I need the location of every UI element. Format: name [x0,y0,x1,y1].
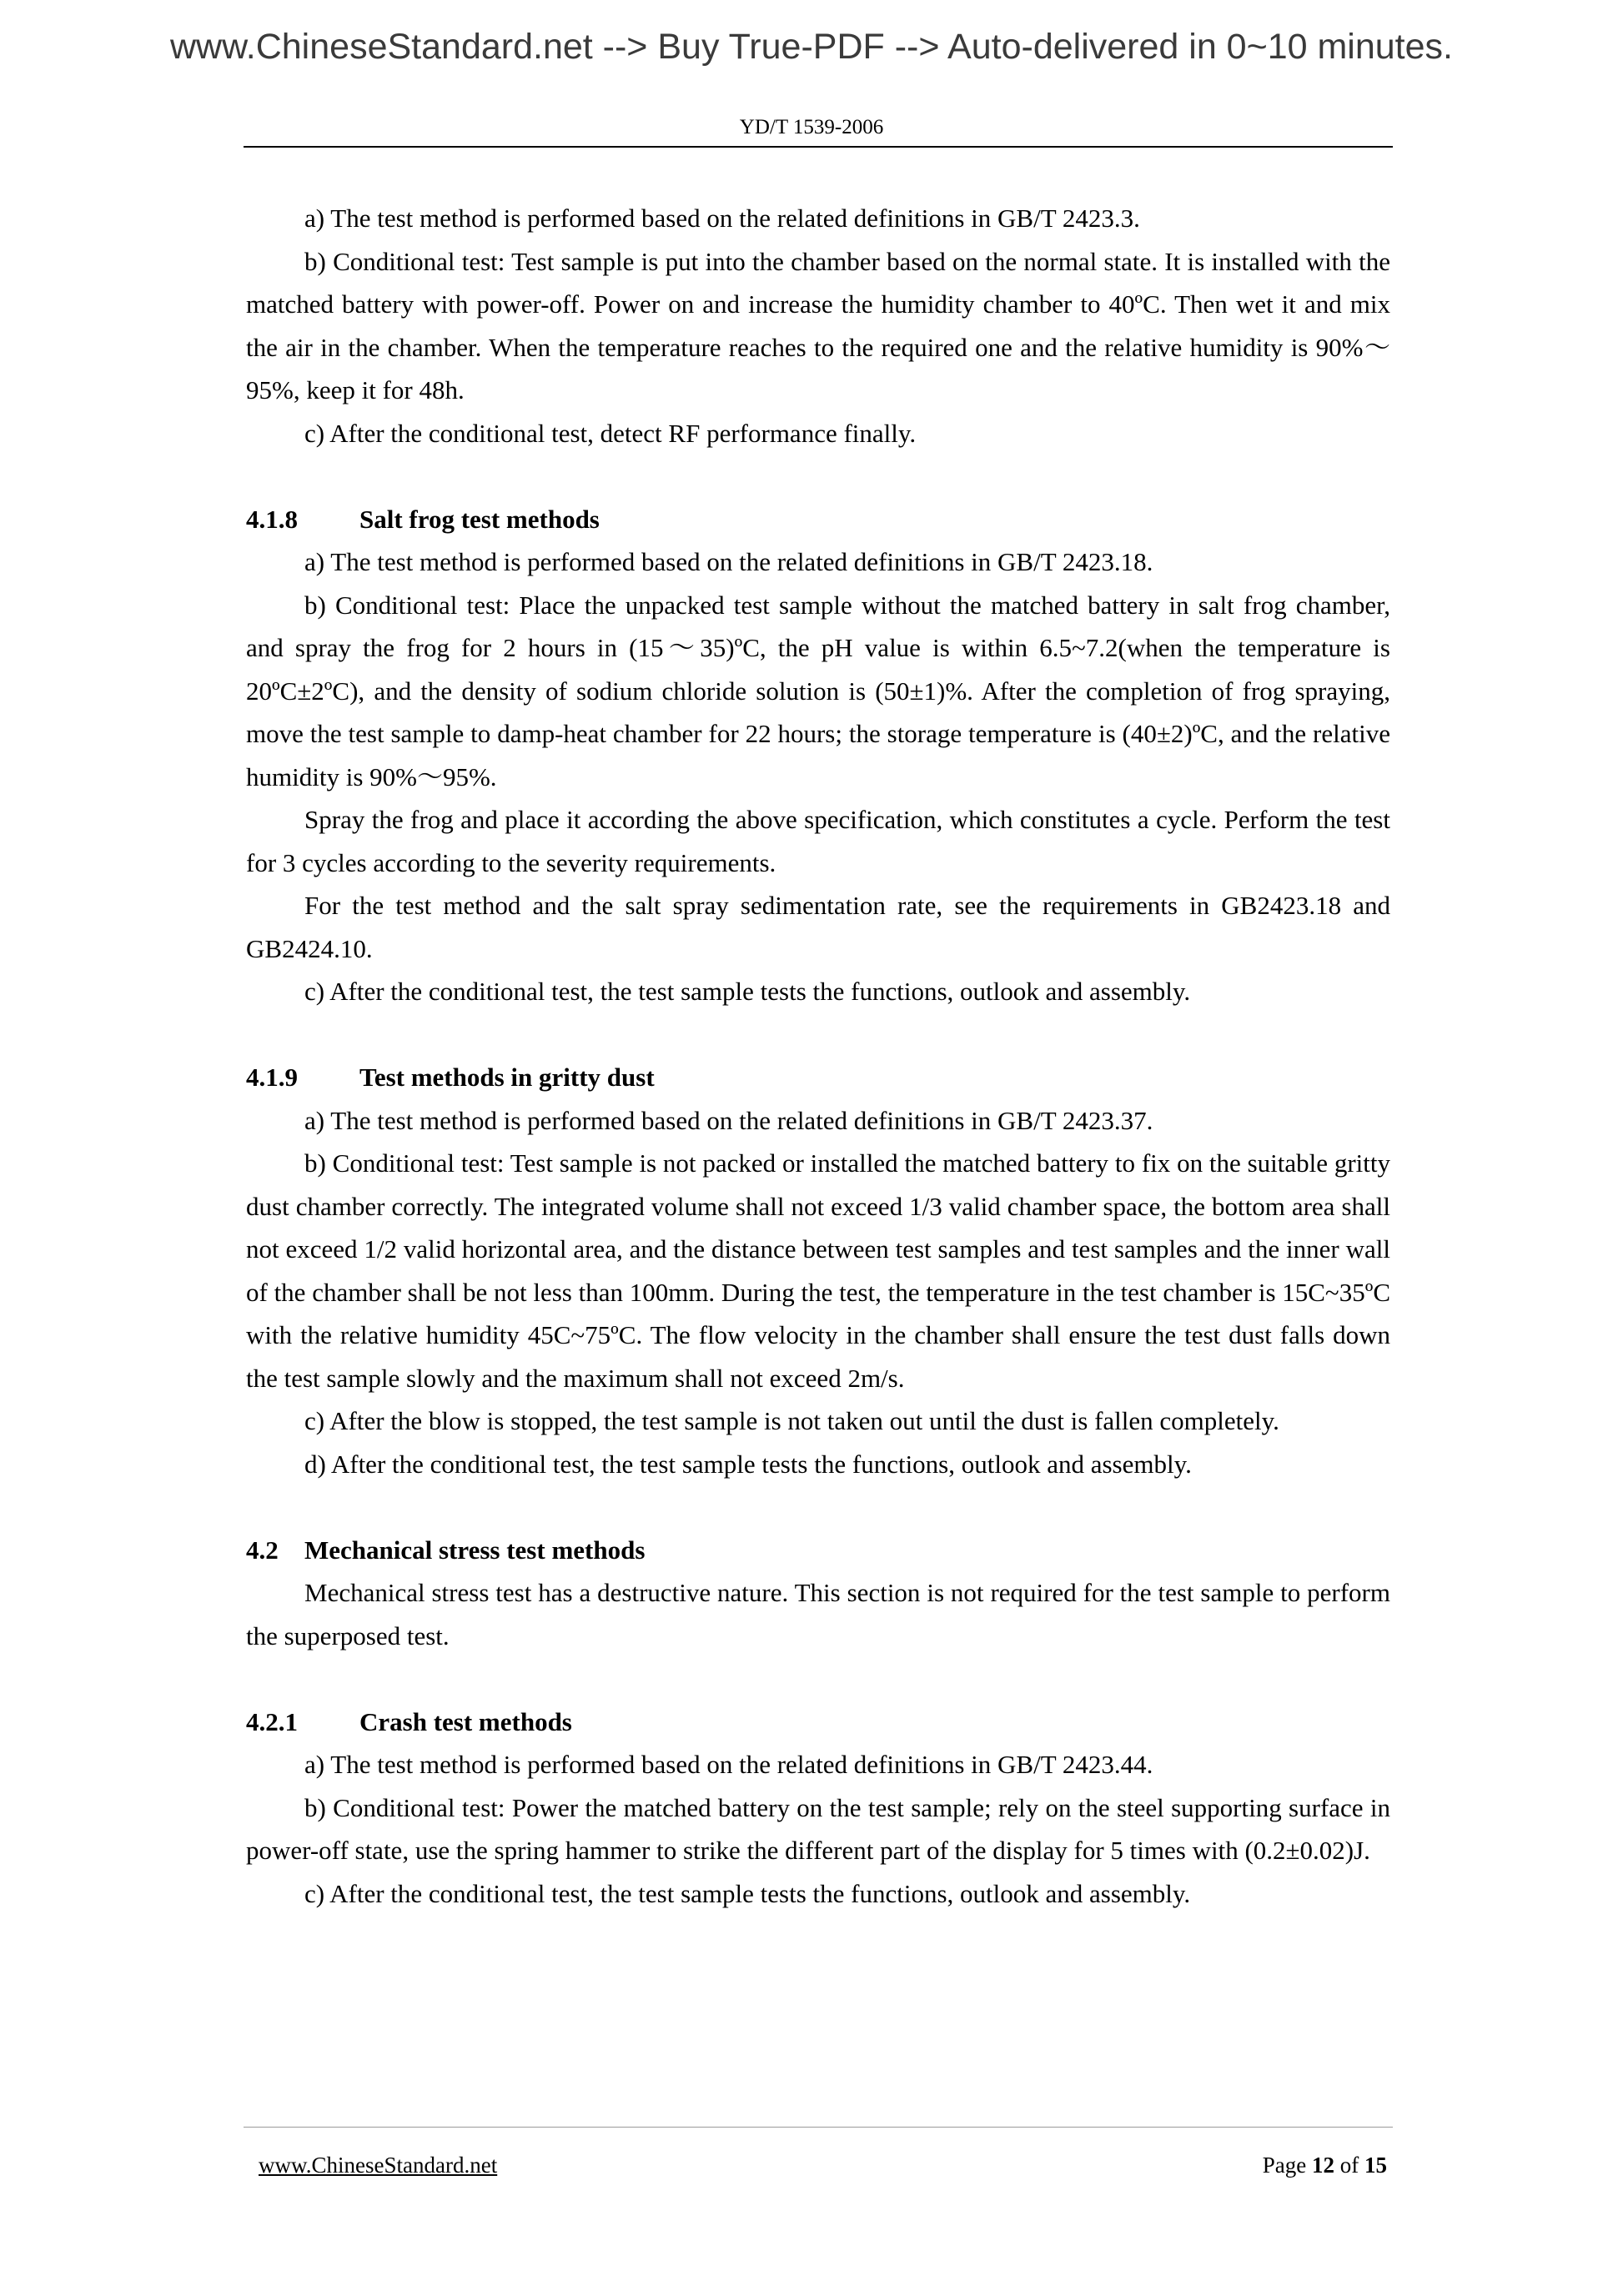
section-heading-4-2-1 [246,1701,1390,1744]
s419-item-d: d) After the conditional test, the test sample tests the functions, outlook and assembly. [304,1449,1192,1479]
section-title: Salt frog test methods [359,504,600,534]
page-word: Page [1262,2153,1307,2178]
s419-item-b: b) Conditional test: Test sample is not packed or installed the matched battery to fix on the suitable gritty dust chamber correctly. The integrated volume shall not exceed 1/3 valid chamber space, the bottom area shall not exceed 1/2 valid horizontal area, and the distance between test samples and test samples and the inner wall of the chamber shall be not less than 100mm. During the test, the temperature in the test chamber is 15C~35ºC with the relative humidity 45C~75ºC. The flow velocity in the chamber shall ensure the test dust falls down the test sample slowly and the maximum shall not exceed 2m/s. [246,1148,1390,1393]
intro-item-c: c) After the conditional test, detect RF performance finally. [304,418,917,448]
footer-rule [244,2127,1393,2128]
top-banner: www.ChineseStandard.net --> Buy True-PDF --> Auto-delivered in 0~10 minutes. [169,27,1453,67]
of-word: of [1339,2153,1359,2178]
s421-item-b: b) Conditional test: Power the matched battery on the test sample; rely on the steel supporting surface in power-off state, use the spring hammer to strike the different part of the display for 5 times with (0.2±0.02)J. [246,1792,1390,1865]
document-body [246,197,1390,1915]
s419-item-c: c) After the blow is stopped, the test sample is not taken out until the dust is fallen completely. [304,1406,1279,1435]
section-title: Crash test methods [359,1706,572,1736]
page-total: 15 [1364,2153,1387,2178]
s421-item-c: c) After the conditional test, the test sample tests the functions, outlook and assembly. [304,1878,1191,1908]
section-title: Test methods in gritty dust [359,1063,655,1092]
s421-item-a: a) The test method is performed based on the related definitions in GB/T 2423.44. [304,1750,1153,1779]
header-rule [244,146,1393,148]
s418-paragraph-2: For the test method and the salt spray sedimentation rate, see the requirements in GB2423.18 and GB2424.10. [246,891,1390,963]
s418-item-a: a) The test method is performed based on the related definitions in GB/T 2423.18. [304,547,1153,576]
intro-item-a: a) The test method is performed based on the related definitions in GB/T 2423.3. [304,203,1140,233]
intro-item-b: b) Conditional test: Test sample is put into the chamber based on the normal state. It is installed with the matched battery with power-off. Power on and increase the humidity chamber to 40ºC. Then wet it and mix the air in the chamber. When the temperature reaches to the required one and the relative humidity is 90%～95%, keep it for 48h. [246,246,1390,404]
section-heading-4-1-8 [246,498,1390,541]
page-indicator [1263,2152,1387,2178]
section-number: 4.1.9 [246,1063,298,1092]
s42-paragraph-1: Mechanical stress test has a destructive nature. This section is not required for the test sample to perform the superposed test. [246,1578,1390,1650]
section-heading-4-1-9 [246,1056,1390,1099]
s418-item-c: c) After the conditional test, the test sample tests the functions, outlook and assembly. [304,977,1191,1006]
section-number: 4.2 [246,1535,279,1565]
s418-paragraph-1: Spray the frog and place it according the above specification, which constitutes a cycle. Perform the test for 3 cycles according to the severity requirements. [246,805,1390,877]
section-title: Mechanical stress test methods [304,1535,646,1565]
standard-code: YD/T 1539-2006 [739,116,884,138]
section-heading-4-2 [246,1529,1390,1572]
page-current: 12 [1312,2153,1334,2178]
section-number: 4.2.1 [246,1706,298,1736]
s419-item-a: a) The test method is performed based on the related definitions in GB/T 2423.37. [304,1105,1153,1135]
footer-site-link[interactable]: www.ChineseStandard.net [259,2153,498,2178]
s418-item-b: b) Conditional test: Place the unpacked test sample without the matched battery in salt frog chamber, and spray the frog for 2 hours in (15～35)ºC, the pH value is within 6.5~7.2(when the temperature is 20ºC±2ºC), and the density of sodium chloride solution is (50±1)%. After the completion of frog spraying, move the test sample to damp-heat chamber for 22 hours; the storage temperature is (40±2)ºC, and the relative humidity is 90%～95%. [246,590,1390,791]
section-number: 4.1.8 [246,504,298,534]
